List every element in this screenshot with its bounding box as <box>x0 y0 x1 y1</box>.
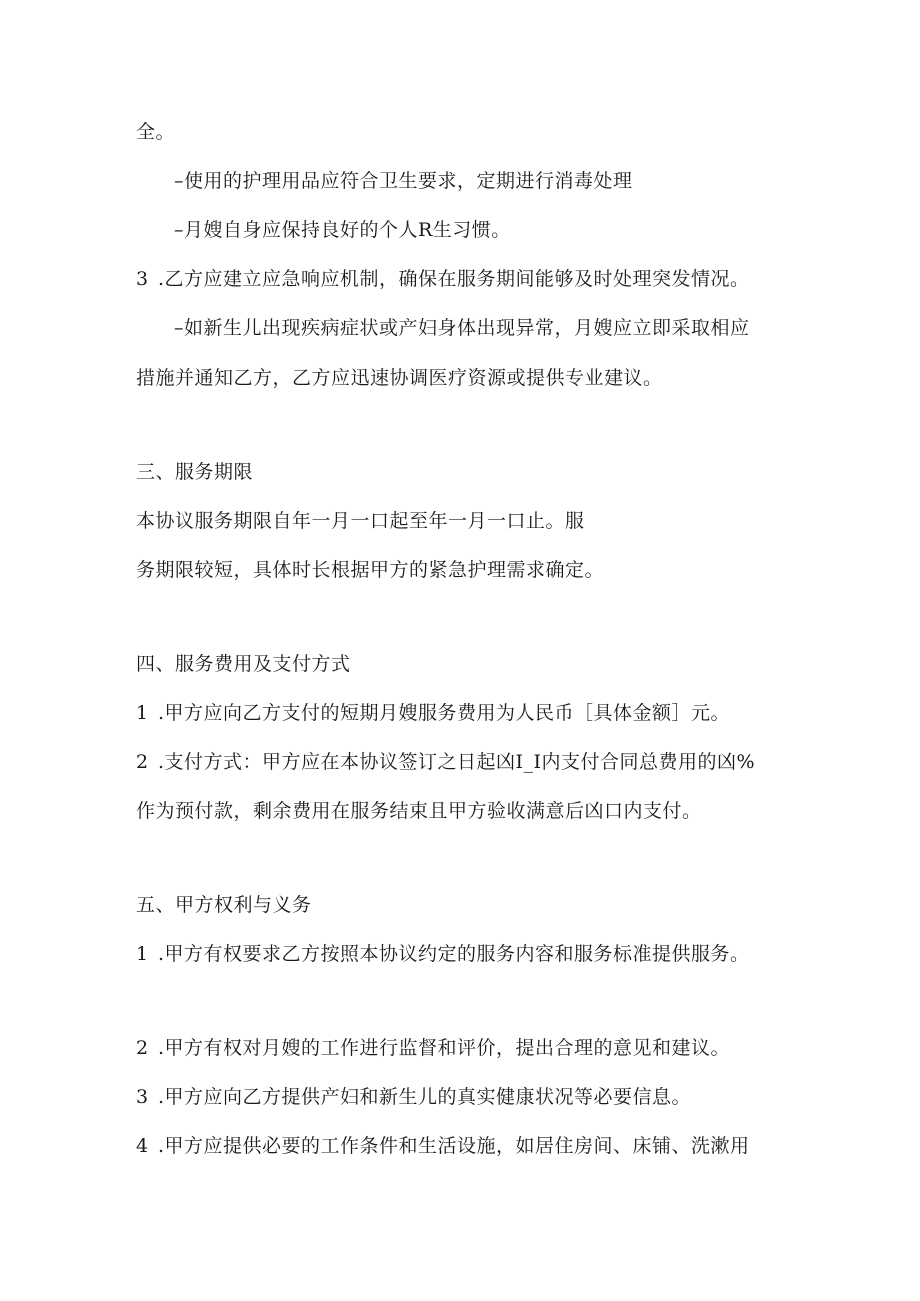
paragraph-line: –使用的护理用品应符合卫生要求，定期进行消毒处理 <box>174 170 633 192</box>
item-number: 3 <box>136 1086 149 1108</box>
paragraph-line: 本协议服务期限自年一月一口起至年一月一口止。服 <box>136 510 585 532</box>
item-number: 2 <box>136 751 149 773</box>
item-number: 4 <box>136 1135 149 1157</box>
numbered-item: 1 .甲方有权要求乙方按照本协议约定的服务内容和服务标准提供服务。 <box>136 943 750 965</box>
paragraph-line: –如新生儿出现疾病症状或产妇身体出现异常，月嫂应立即采取相应 <box>174 317 750 339</box>
item-number: 1 <box>136 943 149 965</box>
paragraph-line: 作为预付款，剩余费用在服务结束且甲方验收满意后凶口内支付。 <box>136 800 702 822</box>
item-number: 2 <box>136 1037 149 1059</box>
numbered-item: 2 .甲方有权对月嫂的工作进行监督和评价，提出合理的意见和建议。 <box>136 1037 731 1059</box>
numbered-item: 3 .乙方应建立应急响应机制，确保在服务期间能够及时处理突发情况。 <box>136 268 750 290</box>
section-heading: 五、甲方权利与义务 <box>136 894 312 916</box>
paragraph-line: 务期限较短，具体时长根据甲方的紧急护理需求确定。 <box>136 559 605 581</box>
paragraph-line: 全。 <box>136 121 176 143</box>
section-heading: 四、服务费用及支付方式 <box>136 653 351 675</box>
paragraph-line: –月嫂自身应保持良好的个人R生习惯。 <box>174 219 511 241</box>
item-number: 1 <box>136 702 149 724</box>
section-heading: 三、服务期限 <box>136 461 254 483</box>
numbered-item: 1 .甲方应向乙方支付的短期月嫂服务费用为人民币［具体金额］元。 <box>136 702 731 724</box>
paragraph-line: 措施并通知乙方，乙方应迅速协调医疗资源或提供专业建议。 <box>136 367 663 389</box>
numbered-item: 3 .甲方应向乙方提供产妇和新生儿的真实健康状况等必要信息。 <box>136 1086 692 1108</box>
numbered-item: 4 .甲方应提供必要的工作条件和生活设施，如居住房间、床铺、洗漱用 <box>136 1135 750 1157</box>
numbered-item: 2 .支付方式：甲方应在本协议签订之日起凶I_I内支付合同总费用的凶% <box>136 751 756 773</box>
item-number: 3 <box>136 268 149 290</box>
